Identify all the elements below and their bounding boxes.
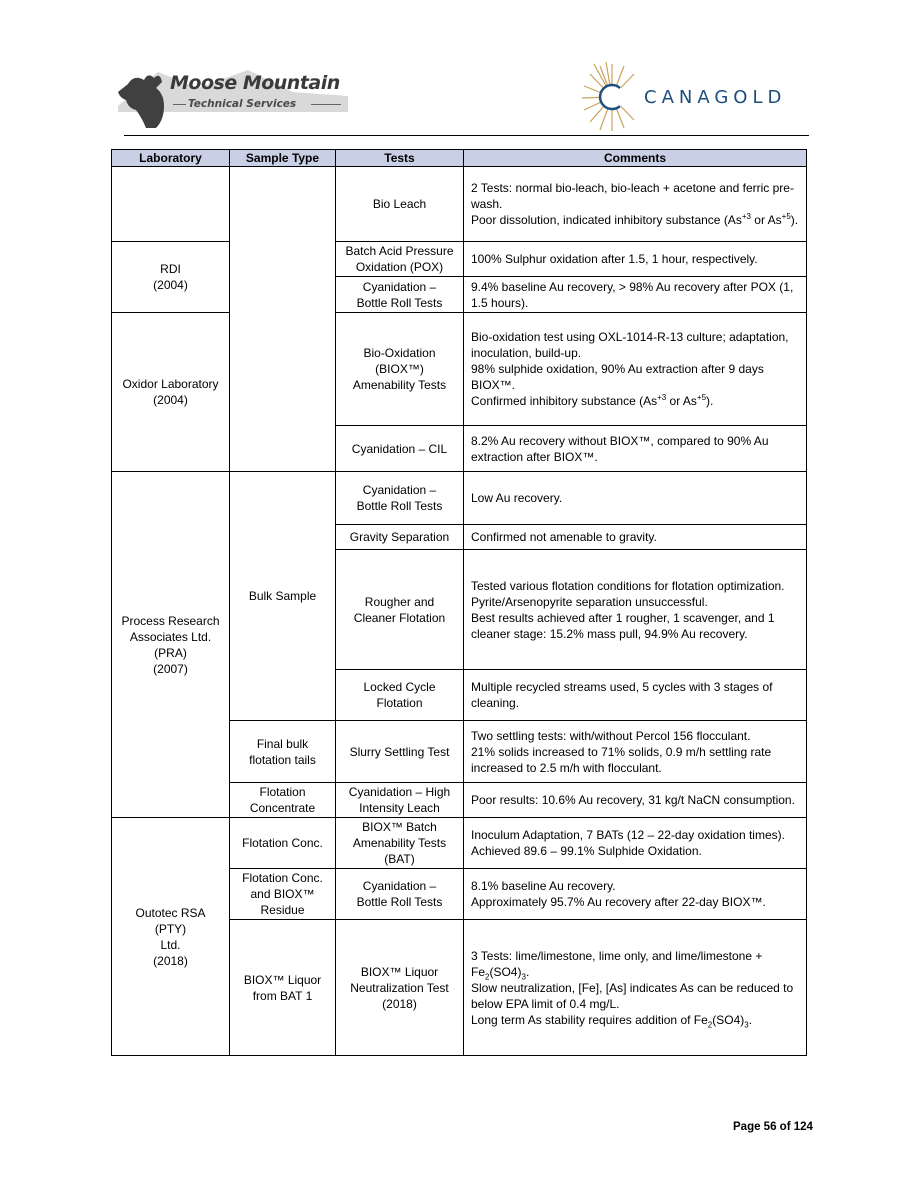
comment-line: Achieved 89.6 – 99.1% Sulphide Oxidation. [471, 844, 702, 858]
table-cell [464, 783, 807, 818]
table-cell [336, 525, 464, 550]
table-cell [464, 472, 807, 525]
test-name: Rougher and Cleaner Flotation [353, 594, 446, 625]
comment-line: Slow neutralization, [Fe], [As] indicates As can be reduced to below EPA limit of 0.4 mg/L. [471, 980, 794, 1011]
table-row [112, 167, 807, 242]
column-header: Sample Type [230, 150, 336, 167]
header-rule [124, 135, 809, 136]
sunburst-icon [582, 62, 642, 132]
comment-line: Multiple recycled streams used, 5 cycles with 3 stages of cleaning. [471, 680, 773, 710]
table-cell [336, 277, 464, 313]
table-cell [336, 313, 464, 426]
comment-line: Tested various flotation conditions for flotation optimization. [471, 578, 785, 593]
table-row [112, 242, 807, 277]
comment-line: Long term As stability requires addition of $Fe_2(SO4)_3$. [471, 1012, 753, 1029]
test-name: Locked Cycle Flotation [363, 680, 436, 710]
logo-subtitle: Technical Services [188, 98, 297, 110]
comment-line: Bio-oxidation test using OXL-1014-R-13 culture; adaptation, inoculation, build-up. [471, 330, 789, 360]
logo-divider-left [173, 104, 186, 105]
table-cell [464, 550, 807, 670]
comment-line: Approximately 95.7% Au recovery after 22-day BIOX™. [471, 895, 766, 909]
moose-mountain-logo [118, 66, 348, 128]
test-name: Bio-Oxidation (BIOX™) Amenability Tests [352, 346, 447, 392]
comment-line: 3 Tests: lime/limestone, lime only, and lime/limestone + $Fe_2(SO4)_3$. [471, 948, 763, 981]
comment-line: 8.2% Au recovery without BIOX™, compared to 90% Au extraction after BIOX™. [471, 433, 769, 464]
table-cell [336, 869, 464, 920]
test-name: BIOX™ Batch Amenability Tests (BAT) [352, 820, 447, 866]
column-header: Tests [336, 150, 464, 167]
comment-line: 9.4% baseline Au recovery, > 98% Au recovery after POX (1, 1.5 hours). [471, 279, 794, 310]
table-cell [336, 818, 464, 869]
comment-line: Confirmed inhibitory substance ($As^{+3}$ or $As^{+5}$). [471, 393, 714, 408]
comment-line: Low Au recovery. [471, 491, 563, 505]
table-cell [464, 670, 807, 721]
comment-line: Pyrite/Arsenopyrite separation unsuccessful. [471, 594, 708, 609]
logo-title: Moose Mountain [170, 72, 340, 94]
test-name: Cyanidation – Bottle Roll Tests [356, 879, 443, 909]
test-name: BIOX™ Liquor Neutralization Test (2018) [350, 964, 449, 1011]
comment-line: Inoculum Adaptation, 7 BATs (12 – 22-day oxidation times). [471, 828, 785, 842]
comment-line: 2 Tests: normal bio-leach, bio-leach + acetone and ferric pre-wash. [471, 181, 794, 211]
table-cell [336, 920, 464, 1056]
table-cell [112, 818, 230, 1056]
table-cell [464, 869, 807, 920]
table-cell [464, 242, 807, 277]
canagold-logo [582, 62, 812, 132]
lab-name: Process Research Associates Ltd. (PRA) (2007) [121, 613, 220, 676]
comment-line: Poor dissolution, indicated inhibitory substance ($As^{+3}$ or $As^{+5}$). [471, 212, 799, 227]
sample-type: BIOX™ Liquor from BAT 1 [243, 972, 322, 1003]
comment-line: Confirmed not amenable to gravity. [471, 530, 657, 544]
table-cell [464, 818, 807, 869]
test-name: Cyanidation – Bottle Roll Tests [356, 279, 443, 310]
test-name: Cyanidation – CIL [351, 441, 448, 456]
table-cell [464, 920, 807, 1056]
table-cell [464, 721, 807, 783]
table-cell [464, 167, 807, 242]
table-cell [336, 242, 464, 277]
table-cell [230, 472, 336, 721]
table-cell [464, 313, 807, 426]
table-row [112, 313, 807, 426]
comment-line: Poor results: 10.6% Au recovery, 31 kg/t NaCN consumption. [471, 793, 795, 807]
column-header: Comments [464, 150, 807, 167]
comment-line: 100% Sulphur oxidation after 1.5, 1 hour, respectively. [471, 252, 758, 266]
table-cell [336, 670, 464, 721]
table-cell [230, 869, 336, 920]
table-cell [336, 167, 464, 242]
table-cell [230, 920, 336, 1056]
test-name: Slurry Settling Test [349, 744, 450, 759]
table-cell [112, 313, 230, 472]
table-cell [230, 783, 336, 818]
test-work-table [111, 149, 807, 1056]
table-cell [336, 783, 464, 818]
table-header-row [112, 150, 807, 167]
test-name: Batch Acid Pressure Oxidation (POX) [345, 244, 454, 274]
sample-type: Bulk Sample [248, 589, 317, 603]
sample-type: Flotation Concentrate [249, 785, 316, 815]
table-cell [230, 167, 336, 472]
table-cell [464, 277, 807, 313]
canagold-wordmark: CANAGOLD [644, 87, 787, 108]
table-cell [112, 242, 230, 313]
table-cell [112, 472, 230, 818]
column-header: Laboratory [112, 150, 230, 167]
table-cell [112, 167, 230, 242]
lab-name: Outotec RSA (PTY) Ltd. (2018) [135, 905, 206, 968]
comment-line: 21% solids increased to 71% solids, 0.9 m/h settling rate increased to 2.5 m/h with flocculant. [471, 744, 772, 775]
table-cell [230, 721, 336, 783]
table-row [112, 818, 807, 869]
table-cell [336, 472, 464, 525]
comment-line: Best results achieved after 1 rougher, 1 scavenger, and 1 cleaner stage: 15.2% mass pull, 94.9% Au recovery. [471, 610, 775, 641]
table-cell [336, 550, 464, 670]
test-name: Cyanidation – Bottle Roll Tests [356, 483, 443, 513]
table-row [112, 472, 807, 525]
table-cell [336, 426, 464, 472]
test-name: Cyanidation – High Intensity Leach [348, 785, 451, 815]
sample-type: Flotation Conc. and BIOX™ Residue [242, 871, 323, 917]
comment-line: 98% sulphide oxidation, 90% Au extraction after 9 days BIOX™. [471, 362, 764, 392]
comment-line: Two settling tests: with/without Percol 156 flocculant. [471, 728, 751, 743]
lab-name: RDI (2004) [153, 262, 188, 292]
sample-type: Flotation Conc. [242, 836, 323, 850]
table-cell [230, 818, 336, 869]
page-number: Page 56 of 124 [733, 1121, 813, 1133]
table-cell [464, 426, 807, 472]
test-name: Bio Leach [372, 197, 427, 211]
logo-divider-right [311, 104, 341, 105]
table-cell [336, 721, 464, 783]
lab-name: Oxidor Laboratory (2004) [122, 377, 219, 407]
table-cell [464, 525, 807, 550]
sample-type: Final bulk flotation tails [249, 736, 316, 767]
comment-line: 8.1% baseline Au recovery. [471, 879, 616, 893]
test-name: Gravity Separation [349, 530, 450, 544]
